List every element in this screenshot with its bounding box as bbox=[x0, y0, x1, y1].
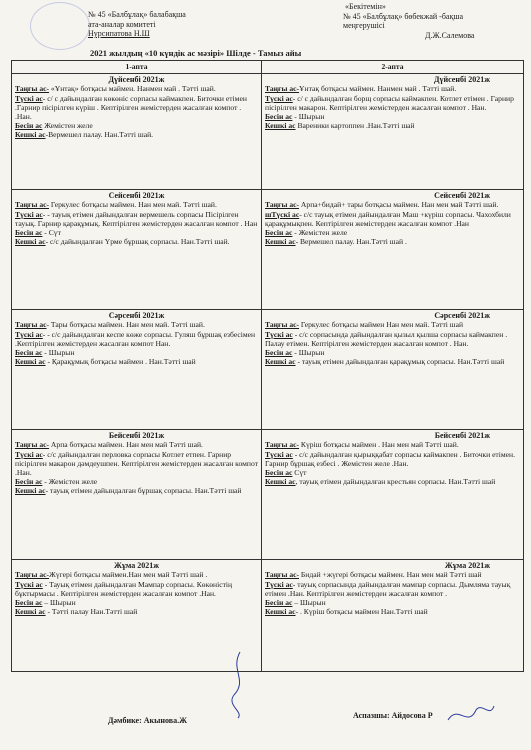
day-row bbox=[12, 190, 524, 310]
meal-breakfast bbox=[265, 200, 520, 209]
meal-text: Сүт bbox=[292, 468, 307, 478]
day-row bbox=[12, 430, 524, 560]
meal-label: Түскі ас bbox=[265, 449, 293, 459]
meal-breakfast bbox=[15, 84, 258, 93]
meal-text: - Тауық етімен дайындалған Мампар сорпасы. Көкөністің бұктырмасы . Кептірілген жемістерден жасалған компот .Нан. bbox=[15, 579, 233, 598]
day-row bbox=[12, 560, 524, 672]
meal-label: Бесін ас bbox=[15, 477, 43, 487]
meal-label: Кешкі ас bbox=[265, 121, 296, 131]
footer-left: Дәмбике: Акынова.Ж bbox=[108, 716, 188, 725]
meal-text: – Шырын bbox=[42, 598, 76, 608]
meal-text: - Жемістен желе bbox=[42, 477, 98, 487]
menu-table bbox=[11, 60, 524, 672]
day-title: Жұма 2021ж bbox=[444, 561, 490, 571]
meal-label: Түскі ас bbox=[15, 93, 43, 103]
day-title: Сәрсенбі 2021ж bbox=[108, 311, 165, 321]
header-left-line: № 45 «Балбұлақ» балабақша bbox=[88, 10, 186, 19]
day-title: Дүйсенбі 2021ж bbox=[434, 75, 490, 85]
meal-text: - с/с дайындалған Үрме бұршақ сорпасы. Нан.Тәтті шай. bbox=[45, 237, 230, 247]
meal-text: «Ұнтақ» ботқасы маймен. Нанмен май . Тәтті шай. bbox=[49, 84, 216, 94]
meal-text: - - тауық етімен дайындалған вермешель сорпасы Пісірілген тауық. Гарнир қарақұмық. Кептірілген жемістерден жасалған компот . Нан bbox=[15, 209, 258, 228]
meal-text: - - с/с дайындалған кеспе көже сорпасы. Гуляш бұршақ езбесімен .Кептірілген жемістерден жасалған компот Нан. bbox=[15, 329, 256, 348]
meal-label: Кешкі ас bbox=[265, 607, 296, 617]
meal-lunch bbox=[15, 210, 258, 228]
week-header-1: 1-апта bbox=[12, 61, 262, 74]
day-cell-left bbox=[12, 74, 262, 190]
meal-text: - Вермешел палау. Нан.Тәтті шай . bbox=[295, 237, 407, 247]
meal-lunch bbox=[265, 450, 520, 468]
meal-label: Таңғы ас- bbox=[265, 570, 300, 580]
page-title: 2021 жылдың «10 күндік ас мәзірі» Шілде - Тамыз айы bbox=[90, 48, 302, 58]
meal-label: Таңғы ас- bbox=[265, 320, 300, 330]
day-cell-left bbox=[12, 560, 262, 672]
meal-label: Кешкі ас bbox=[15, 237, 46, 247]
meal-dinner bbox=[265, 237, 520, 246]
meal-snack bbox=[265, 228, 520, 237]
meal-label: Таңғы ас- bbox=[15, 200, 50, 210]
meal-text: - с/ с дайындалған борщ сорпасы каймакпен. Котлет етімен . Гарнир пісірілген макарон. Кептірілген жемістерден жасалған компот . Нан. bbox=[265, 93, 514, 112]
meal-label: Бесін ас bbox=[265, 228, 293, 238]
day-cell-right bbox=[262, 560, 524, 672]
meal-dinner bbox=[15, 607, 258, 616]
meal-label: Түскі ас bbox=[265, 329, 293, 339]
day-title: Дүйсенбі 2021ж bbox=[108, 75, 165, 85]
meal-text: - Шырын bbox=[292, 348, 325, 358]
header-left-line: ата-аналар комитеті bbox=[88, 19, 156, 29]
meal-label: Түскі ас bbox=[15, 329, 43, 339]
meal-label: Таңғы ас- bbox=[265, 440, 300, 450]
meal-lunch bbox=[15, 94, 258, 122]
meal-lunch bbox=[265, 330, 520, 348]
meal-snack bbox=[265, 348, 520, 357]
meal-text: Вареники картоппен .Нан.Тәтті шай bbox=[295, 121, 415, 131]
day-title: Сейсенбі 2021ж bbox=[108, 191, 165, 201]
approval-heading: «Бекітемін» bbox=[345, 2, 386, 11]
meal-dinner bbox=[265, 477, 520, 486]
meal-text: Бидай +жүгері ботқасы маймен. Нан мен май Тәтті шай bbox=[299, 570, 482, 580]
meal-lunch bbox=[15, 580, 258, 598]
meal-breakfast bbox=[15, 440, 258, 449]
meal-label: Кешкі ас bbox=[15, 357, 46, 367]
meal-text: - с/с сорпасында дайындалған қызыл қылша сорпасы каймакпен . Палау етімен. Кептірілген жемістерден жасалған компот . Нан. bbox=[265, 329, 508, 348]
meal-label: Түскі ас bbox=[15, 449, 43, 459]
meal-lunch bbox=[265, 210, 520, 228]
signature-mark bbox=[446, 700, 496, 730]
day-cell-right bbox=[262, 310, 524, 430]
meal-snack bbox=[265, 468, 520, 477]
meal-dinner bbox=[15, 237, 258, 246]
stamp-mark bbox=[30, 2, 90, 50]
meal-dinner bbox=[15, 130, 258, 139]
day-cell-right bbox=[262, 190, 524, 310]
meal-label: Кешкі ас bbox=[265, 237, 296, 247]
meal-label: шТүскі ас bbox=[265, 209, 300, 219]
meal-text: - Шырын bbox=[42, 348, 75, 358]
meal-breakfast bbox=[15, 200, 258, 209]
meal-breakfast bbox=[265, 570, 520, 579]
meal-dinner bbox=[265, 607, 520, 616]
day-cell-left bbox=[12, 190, 262, 310]
meal-snack bbox=[15, 228, 258, 237]
meal-label: Түскі ас bbox=[265, 579, 293, 589]
day-cell-left bbox=[12, 310, 262, 430]
meal-text: - Жемістен желе bbox=[292, 228, 348, 238]
meal-label: Таңғы ас- bbox=[15, 570, 50, 580]
meal-text: - с/с дайындалған перловка сорпасы Котлет етпен. Гарнир пісірілген макарон дәмдеушпен. Кептірілген жемістерден жасалған компот .Нан. bbox=[15, 449, 259, 478]
meal-text: - с/ с дайындалған көкөніс сорпасы каймакпен. Биточки етімен .Гарнир пісірілген күріш . Кептірілген жемістерден жасалған компот . .Нан. bbox=[15, 93, 247, 122]
meal-snack bbox=[15, 348, 258, 357]
meal-text: - Тары ботқасы маймен. Нан мен май. Тәтті шай. bbox=[46, 320, 205, 330]
meal-breakfast bbox=[15, 320, 258, 329]
meal-text: Жүгері ботқасы маймен.Нан мен май Тәтті шай . bbox=[49, 570, 208, 580]
meal-label: Бесін ас bbox=[15, 598, 43, 608]
day-title: Бейсенбі 2021ж bbox=[434, 431, 490, 441]
meal-label: Таңғы ас- bbox=[265, 84, 300, 94]
meal-breakfast bbox=[265, 440, 520, 449]
day-title: Бейсенбі 2021ж bbox=[108, 431, 165, 441]
meal-snack bbox=[265, 112, 520, 121]
meal-lunch bbox=[265, 94, 520, 112]
meal-label: Бесін ас bbox=[265, 598, 293, 608]
day-cell-right bbox=[262, 430, 524, 560]
header-right-block bbox=[343, 2, 528, 40]
meal-label: Таңғы ас- bbox=[15, 84, 50, 94]
meal-text: Ұнтақ ботқасы маймен. Нанмен май . Тәтті шай. bbox=[299, 84, 457, 94]
meal-text: - с/с дайындалған қырыққабат сорпасы каймакпен . Биточки етімен. Гарнир бұршақ езбесі . Жемістен желе .Нан. bbox=[265, 449, 516, 468]
meal-breakfast bbox=[265, 84, 520, 93]
meal-text: - Сүт bbox=[42, 228, 61, 238]
meal-text: Арпа+бидай+ тары ботқасы маймен. Нан мен май Тәтті шай. bbox=[299, 200, 499, 210]
meal-label: Кешкі ас bbox=[265, 477, 296, 487]
meal-label: Кешкі ас bbox=[265, 357, 296, 367]
week-header-2: 2-апта bbox=[262, 61, 524, 74]
meal-label: Бесін ас bbox=[15, 348, 43, 358]
meal-snack bbox=[265, 598, 520, 607]
meal-snack bbox=[15, 598, 258, 607]
meal-text: – Шырын bbox=[292, 598, 326, 608]
day-row bbox=[12, 310, 524, 430]
meal-text: Жемістен желе bbox=[42, 121, 93, 131]
meal-text: - . Күріш ботқасы маймен Нан.Тәтті шай bbox=[295, 607, 428, 617]
meal-lunch bbox=[15, 450, 258, 478]
meal-snack bbox=[15, 477, 258, 486]
meal-text: , тауық етімен дайындалған крестьян сорпасы. Нан.Тәтті шай bbox=[295, 477, 496, 487]
meal-text: - с/с тауық етімен дайындалған Маш +күріш сорпасы. Чахохбили қарақұмықпен. Кептірілген жемістерден жасалған компот .Нан bbox=[265, 209, 511, 228]
header-left-signatory: Нурсипатова Н.Ш bbox=[88, 29, 150, 38]
header-right-signatory: Д.Ж.Салемова bbox=[425, 30, 475, 40]
meal-dinner bbox=[265, 357, 520, 366]
day-title: Сейсенбі 2021ж bbox=[434, 191, 490, 201]
meal-breakfast bbox=[265, 320, 520, 329]
meal-label: Таңғы ас- bbox=[265, 200, 300, 210]
day-cell-left bbox=[12, 430, 262, 560]
header-right-line: меңгерушісі bbox=[343, 21, 385, 30]
meal-text: - тауық етімен дайындалған қарақұмық сорпасы. Нан.Тәтті шай bbox=[295, 357, 505, 367]
meal-label: Таңғы ас- bbox=[15, 440, 50, 450]
meal-label: Бесін ас bbox=[15, 121, 43, 131]
meal-label: Түскі ас bbox=[265, 93, 293, 103]
day-title: Жұма 2021ж bbox=[113, 561, 160, 571]
meal-label: Таңғы ас bbox=[15, 320, 47, 330]
meal-text: - Қарақұмық ботқасы маймен . Нан.Тәтті шай bbox=[45, 357, 196, 367]
meal-label: Кешкі ас bbox=[15, 607, 46, 617]
meal-text: Күріш ботқасы маймен . Нан мен май Тәтті шай. bbox=[299, 440, 459, 450]
footer-right: Аспазшы: Айдосова Р bbox=[353, 711, 433, 720]
meal-dinner bbox=[15, 486, 258, 495]
meal-text: -Вермешел палау. Нан.Тәтті шай. bbox=[45, 130, 154, 140]
meal-label: Бесін ас bbox=[265, 468, 293, 478]
meal-breakfast bbox=[15, 570, 258, 579]
day-row bbox=[12, 74, 524, 190]
day-cell-right bbox=[262, 74, 524, 190]
meal-text: - тауық етімен дайындалған бұршақ сорпасы. Нан.Тәтті шай bbox=[45, 486, 242, 496]
meal-label: Түскі ас bbox=[15, 579, 43, 589]
meal-label: Түскі ас bbox=[15, 209, 43, 219]
meal-label: Кешкі ас bbox=[15, 130, 46, 140]
week-header-row bbox=[12, 61, 524, 74]
meal-text: Геркулес ботқасы маймен Нан мен май. Тәтті шай bbox=[299, 320, 464, 330]
meal-label: Кешкі ас bbox=[15, 486, 46, 496]
meal-label: Бесін ас bbox=[265, 348, 293, 358]
meal-text: - тауық сорпасында дайындалған мампар сорпасы. Дымляма тауық етімен .Нан. Кептірілген жемістерден жасалған компот . bbox=[265, 579, 511, 598]
meal-snack bbox=[15, 121, 258, 130]
meal-text: - Тәтті палау Нан.Тәтті шай bbox=[45, 607, 138, 617]
meal-label: Бесін ас bbox=[265, 112, 293, 122]
meal-text: - Шырын bbox=[292, 112, 325, 122]
header-right-line: № 45 «Балбұлақ» бөбекжай -бақша bbox=[343, 11, 464, 21]
header-left-block bbox=[88, 10, 228, 39]
meal-text: Геркулес ботқасы маймен. Нан мен май. Тәтті шай. bbox=[49, 200, 217, 210]
meal-dinner bbox=[15, 357, 258, 366]
meal-text: Арпа ботқасы маймен. Нан мен май Тәтті шай. bbox=[49, 440, 203, 450]
meal-label: Бесін ас bbox=[15, 228, 43, 238]
meal-dinner bbox=[265, 121, 520, 130]
meal-lunch bbox=[15, 330, 258, 348]
day-title: Сәрсенбі 2021ж bbox=[434, 311, 490, 321]
meal-lunch bbox=[265, 580, 520, 598]
